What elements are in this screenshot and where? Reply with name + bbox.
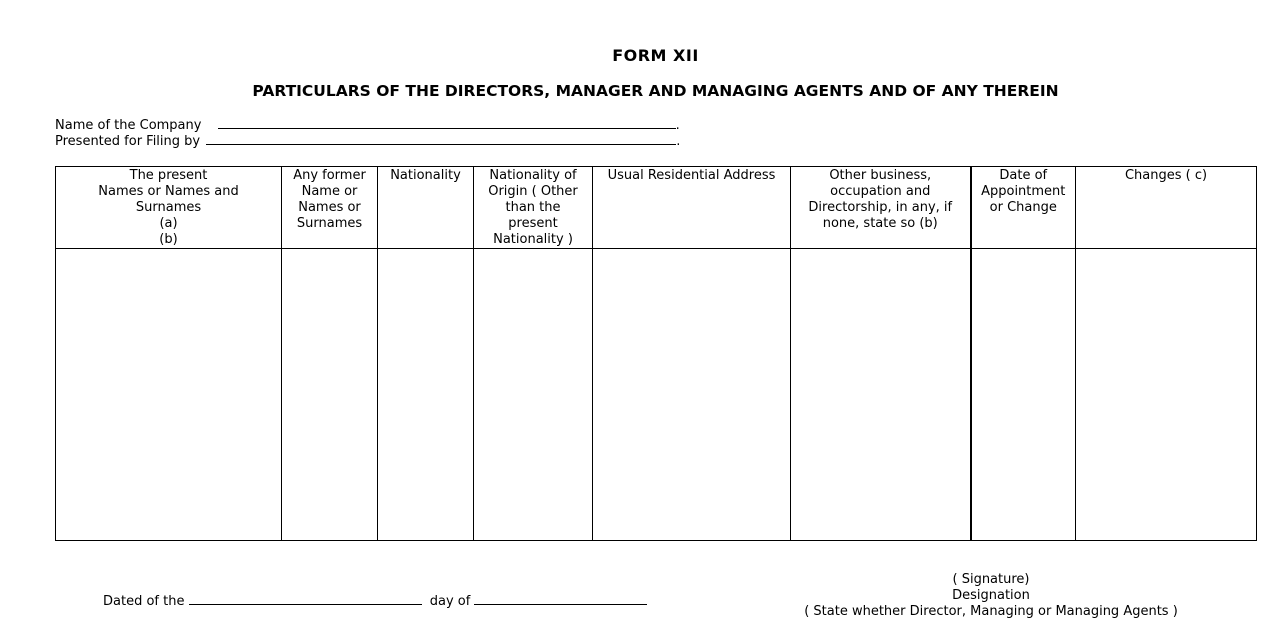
header-other-business: Other business, occupation and Directorship, in any, if none, state so (b) (791, 167, 971, 249)
day-of-blank[interactable] (474, 593, 647, 605)
company-name-blank[interactable] (218, 117, 676, 129)
filing-by-field (55, 133, 680, 149)
designation-note: ( State whether Director, Managing or Managing Agents ) (804, 604, 1178, 619)
company-name-field (55, 117, 680, 133)
cell-nationality-of-origin[interactable] (474, 249, 593, 541)
dated-field (103, 593, 647, 609)
form-title: FORM XII (612, 46, 699, 65)
dated-blank[interactable] (189, 593, 422, 605)
cell-date-of-appointment[interactable] (971, 249, 1076, 541)
particulars-table (55, 166, 1257, 541)
designation-label: Designation (952, 588, 1030, 603)
header-changes: Changes ( c) (1076, 167, 1257, 249)
header-nationality-of-origin: Nationality of Origin ( Other than the present Nationality ) (474, 167, 593, 249)
header-nationality: Nationality (378, 167, 474, 249)
cell-residential-address[interactable] (593, 249, 791, 541)
company-name-label: Name of the Company (55, 118, 202, 133)
table-header-row (56, 167, 1257, 249)
cell-other-business[interactable] (791, 249, 971, 541)
header-date-of-appointment: Date of Appointment or Change (971, 167, 1076, 249)
table-entry-row (56, 249, 1257, 541)
company-name-end: . (675, 118, 680, 133)
cell-nationality[interactable] (378, 249, 474, 541)
header-former-names: Any former Name or Names or Surnames (282, 167, 378, 249)
filing-by-end: . (676, 134, 681, 149)
header-present-names: The present Names or Names and Surnames (a) (b) (56, 167, 282, 249)
dated-label: Dated of the (103, 594, 185, 609)
cell-former-names[interactable] (282, 249, 378, 541)
header-residential-address: Usual Residential Address (593, 167, 791, 249)
signature-label: ( Signature) (952, 572, 1030, 587)
day-of-label: day of (429, 594, 471, 609)
filing-by-blank[interactable] (206, 133, 676, 145)
filing-by-label: Presented for Filing by (55, 134, 201, 149)
signature-block (791, 572, 1191, 620)
cell-changes[interactable] (1076, 249, 1257, 541)
cell-present-names[interactable] (56, 249, 282, 541)
form-subtitle: PARTICULARS OF THE DIRECTORS, MANAGER AND MANAGING AGENTS AND OF ANY THEREIN (252, 82, 1059, 100)
